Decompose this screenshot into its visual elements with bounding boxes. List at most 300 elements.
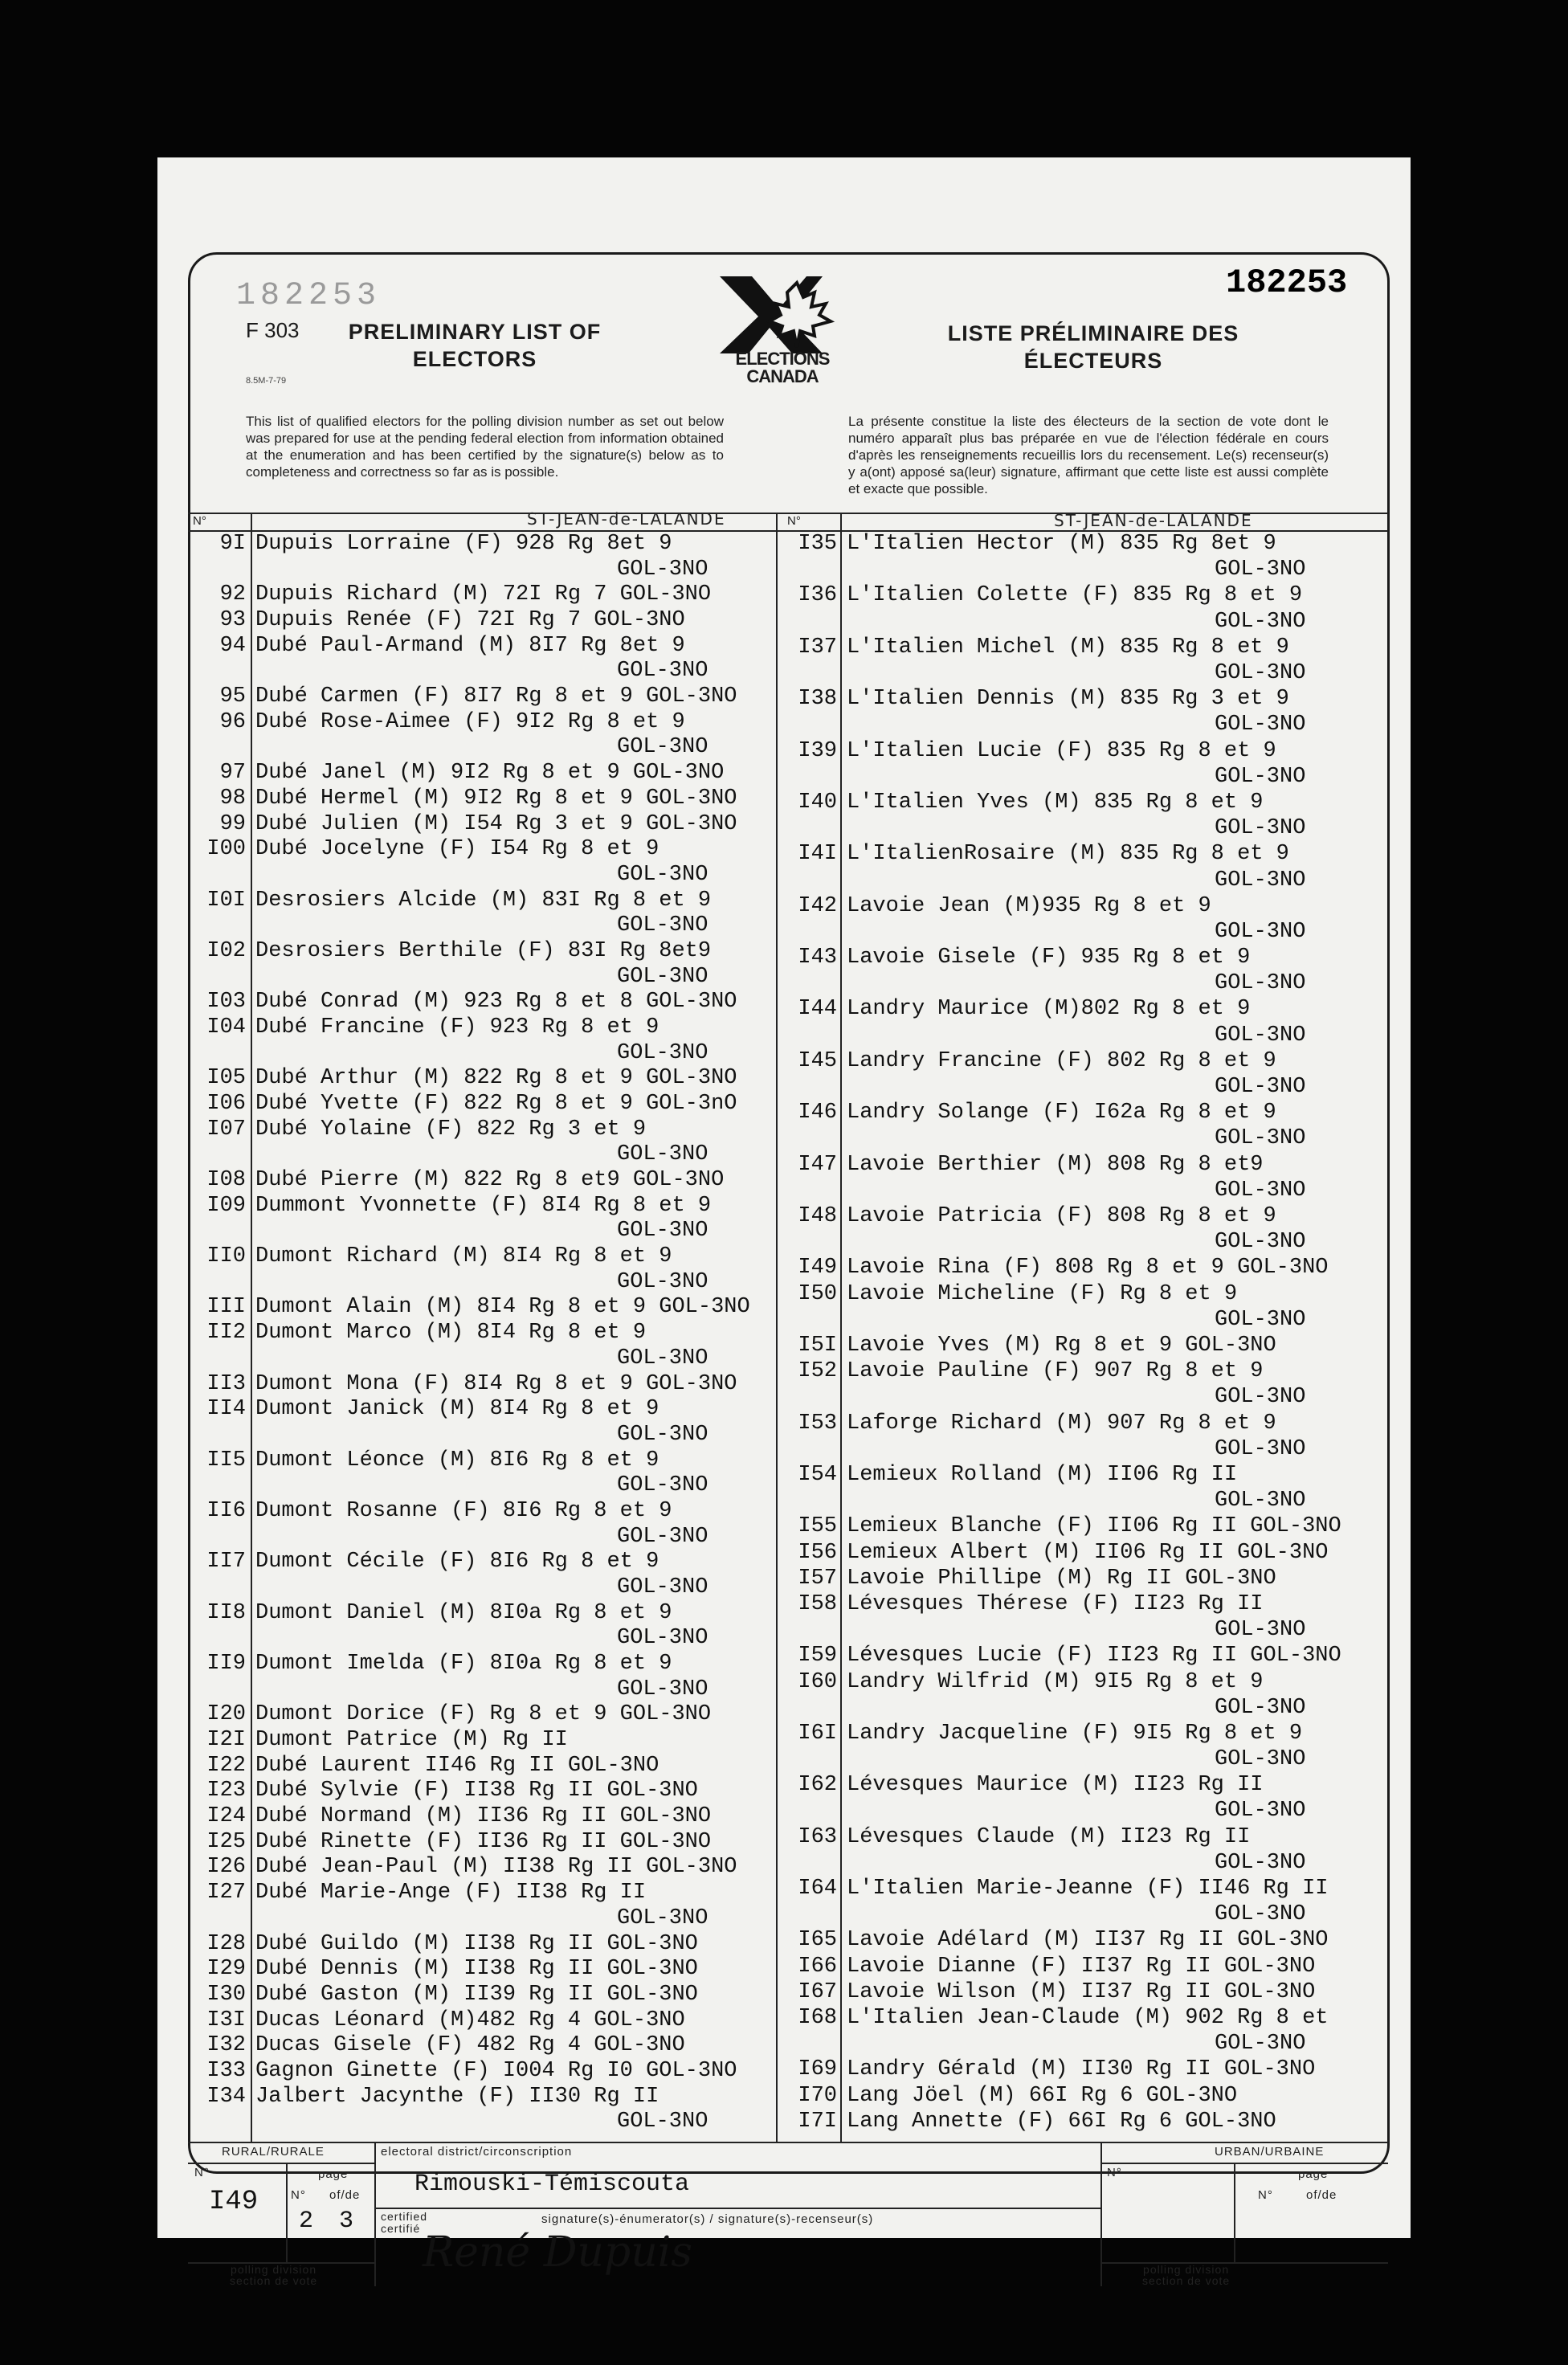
elector-row xyxy=(773,1153,1263,1177)
elector-postal-code: GOL-3NO xyxy=(617,1422,708,1447)
elector-row xyxy=(182,1881,646,1905)
elector-row xyxy=(773,1954,1315,1979)
elector-postal-code: GOL-3NO xyxy=(1215,1230,1306,1255)
elector-details: Lemieux Blanche (F) II06 Rg II GOL-3NO xyxy=(847,1514,1341,1539)
elector-details: Lang Jöel (M) 66I Rg 6 GOL-3NO xyxy=(847,2083,1238,2108)
elector-details: Landry Jacqueline (F) 9I5 Rg 8 et 9 xyxy=(847,1721,1303,1746)
elector-postal-code: GOL-3NO xyxy=(1215,558,1306,582)
elector-row xyxy=(182,1244,672,1268)
elector-row xyxy=(773,790,1263,815)
elector-row xyxy=(182,1830,711,1854)
elector-number: I37 xyxy=(798,635,837,660)
elector-details: Lavoie Yves (M) Rg 8 et 9 GOL-3NO xyxy=(847,1334,1276,1358)
elector-number: I55 xyxy=(798,1514,837,1539)
elector-details: Dubé Marie-Ange (F) II38 Rg II xyxy=(255,1881,647,1905)
elector-number: I53 xyxy=(798,1411,837,1436)
elector-row xyxy=(773,1877,1329,1901)
elector-number: I24 xyxy=(206,1804,246,1829)
elections-canada-logo xyxy=(702,270,863,390)
elector-row xyxy=(773,1204,1276,1228)
elector-number: I46 xyxy=(798,1101,837,1125)
elector-details: Desrosiers Berthile (F) 83I Rg 8et9 xyxy=(255,938,712,963)
elector-row xyxy=(773,2084,1237,2108)
elector-details: Gagnon Ginette (F) I004 Rg I0 GOL-3NO xyxy=(255,2058,737,2083)
elector-details: Dubé Dennis (M) II38 Rg II GOL-3NO xyxy=(255,1957,698,1982)
elector-details: Dupuis Richard (M) 72I Rg 7 GOL-3NO xyxy=(255,582,712,607)
elector-row xyxy=(773,1463,1237,1487)
elector-row xyxy=(773,1773,1263,1797)
elector-row xyxy=(182,684,737,709)
elector-number: I3I xyxy=(206,2008,246,2032)
elector-number: I50 xyxy=(798,1281,837,1306)
elector-postal-code: GOL-3NO xyxy=(1215,816,1306,841)
elector-details: Dubé Laurent II46 Rg II GOL-3NO xyxy=(255,1753,659,1778)
elector-row xyxy=(773,1101,1276,1125)
elector-postal-code: GOL-3NO xyxy=(1215,1618,1306,1643)
elector-row xyxy=(182,1397,659,1421)
elector-number: I64 xyxy=(798,1877,837,1901)
page-of-label: of/de xyxy=(329,2188,361,2202)
elector-number: I69 xyxy=(798,2057,837,2082)
elector-row xyxy=(182,2008,685,2032)
elector-postal-code: GOL-3NO xyxy=(617,1473,708,1498)
elector-number: I34 xyxy=(206,2084,246,2109)
elector-number: I45 xyxy=(798,1048,837,1073)
elector-postal-code: GOL-3NO xyxy=(617,1677,708,1701)
elector-row xyxy=(182,812,737,836)
elector-number: I27 xyxy=(206,1881,246,1905)
elector-postal-code: GOL-3NO xyxy=(617,1524,708,1549)
elector-number: 99 xyxy=(219,811,246,836)
elector-details: L'Italien Hector (M) 835 Rg 8et 9 xyxy=(847,532,1276,556)
elector-row xyxy=(182,1754,659,1778)
elector-number: I33 xyxy=(206,2058,246,2083)
elector-details: Lemieux Albert (M) II06 Rg II GOL-3NO xyxy=(847,1540,1329,1565)
elector-details: Dubé Guildo (M) II38 Rg II GOL-3NO xyxy=(255,1931,698,1956)
elector-row xyxy=(182,837,659,861)
elector-number: 92 xyxy=(219,582,246,607)
elector-details: Dubé Normand (M) II36 Rg II GOL-3NO xyxy=(255,1804,712,1829)
elector-number: III xyxy=(206,1295,246,1320)
elector-details: Dupuis Lorraine (F) 928 Rg 8et 9 xyxy=(255,532,672,556)
elector-row xyxy=(182,1550,659,1574)
elector-number: I26 xyxy=(206,1855,246,1880)
elector-row xyxy=(182,1168,724,1192)
elector-row xyxy=(182,1499,672,1523)
elector-number: II7 xyxy=(206,1550,246,1575)
elector-details: Dubé Jocelyne (F) I54 Rg 8 et 9 xyxy=(255,837,659,862)
elector-row xyxy=(182,1372,737,1396)
elector-number: I6I xyxy=(798,1721,837,1746)
elector-row xyxy=(773,739,1276,763)
elector-number: II5 xyxy=(206,1448,246,1473)
elector-row xyxy=(773,1980,1315,2004)
elector-details: Lévesques Claude (M) II23 Rg II xyxy=(847,1824,1251,1849)
elector-details: Lemieux Rolland (M) II06 Rg II xyxy=(847,1462,1238,1487)
elector-number: I28 xyxy=(206,1931,246,1956)
urban-label: URBAN/URBAINE xyxy=(1215,2145,1325,2159)
elector-row xyxy=(773,1644,1341,1668)
elector-postal-code: GOL-3NO xyxy=(617,1346,708,1370)
elector-number: I66 xyxy=(798,1954,837,1979)
elector-number: II3 xyxy=(206,1371,246,1396)
elector-number: I62 xyxy=(798,1773,837,1798)
elector-row xyxy=(182,1066,737,1090)
page-no-label: N° xyxy=(291,2188,306,2202)
elector-row xyxy=(773,842,1289,866)
elector-row xyxy=(773,1359,1263,1383)
elector-details: L'ItalienRosaire (M) 835 Rg 8 et 9 xyxy=(847,842,1289,867)
elector-number: I0I xyxy=(206,888,246,913)
elector-number: I05 xyxy=(206,1066,246,1091)
elector-postal-code: GOL-3NO xyxy=(617,659,708,684)
elector-details: Dubé Yolaine (F) 822 Rg 3 et 9 xyxy=(255,1117,647,1142)
elector-row xyxy=(773,1722,1302,1746)
urban-polling-division-label: polling division section de vote xyxy=(1142,2263,1231,2287)
enumerator-signature: René Dupuis xyxy=(423,2228,692,2277)
page-total: 3 xyxy=(339,2208,354,2235)
elector-details: Landry Francine (F) 802 Rg 8 et 9 xyxy=(847,1048,1276,1073)
elector-postal-code: GOL-3NO xyxy=(1215,1385,1306,1410)
elector-row xyxy=(182,710,685,734)
elector-postal-code: GOL-3NO xyxy=(1215,1489,1306,1513)
elector-postal-code: GOL-3NO xyxy=(617,1905,708,1930)
elector-row xyxy=(182,1194,711,1218)
elector-details: Dubé Julien (M) I54 Rg 3 et 9 GOL-3NO xyxy=(255,811,737,836)
elector-row xyxy=(773,687,1289,711)
elector-postal-code: GOL-3NO xyxy=(617,1219,708,1244)
district-rule xyxy=(374,2208,1100,2209)
elector-row xyxy=(182,1702,711,1726)
elector-details: L'Italien Dennis (M) 835 Rg 3 et 9 xyxy=(847,687,1289,712)
elector-details: Dubé Yvette (F) 822 Rg 8 et 9 GOL-3nO xyxy=(255,1092,737,1117)
elector-number: I07 xyxy=(206,1117,246,1142)
elector-details: Dumont Daniel (M) 8I0a Rg 8 et 9 xyxy=(255,1600,672,1625)
electors-list-sheet xyxy=(157,157,1411,2287)
elector-details: Lavoie Berthier (M) 808 Rg 8 et9 xyxy=(847,1152,1264,1177)
page-number: 2 xyxy=(299,2208,314,2235)
elector-postal-code: GOL-3NO xyxy=(617,964,708,989)
elector-number: I25 xyxy=(206,1829,246,1854)
elector-number: I29 xyxy=(206,1957,246,1982)
rural-page-divider xyxy=(286,2163,288,2262)
elector-details: Dumont Imelda (F) 8I0a Rg 8 et 9 xyxy=(255,1652,672,1677)
urban-page-divider xyxy=(1234,2163,1235,2262)
form-code: 8.5M-7-79 xyxy=(246,376,287,386)
elector-number: I52 xyxy=(798,1359,837,1384)
elector-postal-code: GOL-3NO xyxy=(617,557,708,582)
elector-details: L'Italien Marie-Jeanne (F) II46 Rg II xyxy=(847,1877,1329,1901)
elector-row xyxy=(773,2006,1329,2030)
elector-postal-code: GOL-3NO xyxy=(617,913,708,938)
elector-details: Lang Annette (F) 66I Rg 6 GOL-3NO xyxy=(847,2109,1276,2134)
elector-details: Dumont Mona (F) 8I4 Rg 8 et 9 GOL-3NO xyxy=(255,1371,737,1396)
elector-details: Dubé Rinette (F) II36 Rg II GOL-3NO xyxy=(255,1829,712,1854)
title-english: PRELIMINARY LIST OF ELECTORS xyxy=(348,320,602,371)
elector-number: II2 xyxy=(206,1321,246,1346)
elector-row xyxy=(773,1592,1263,1616)
elector-row xyxy=(773,946,1250,970)
elector-details: Lavoie Adélard (M) II37 Rg II GOL-3NO xyxy=(847,1928,1329,1953)
elector-details: Lavoie Patricia (F) 808 Rg 8 et 9 xyxy=(847,1204,1276,1229)
elector-row xyxy=(773,2057,1315,2081)
elector-postal-code: GOL-3NO xyxy=(617,1575,708,1599)
elector-row xyxy=(773,1049,1276,1073)
elector-details: Lévesques Maurice (M) II23 Rg II xyxy=(847,1773,1264,1798)
elector-details: Dubé Pierre (M) 822 Rg 8 et9 GOL-3NO xyxy=(255,1168,725,1193)
elector-number: I36 xyxy=(798,583,837,608)
elector-row xyxy=(182,608,685,632)
number-header-left: N° xyxy=(193,514,206,528)
elector-number: II4 xyxy=(206,1397,246,1422)
elector-number: 98 xyxy=(219,786,246,811)
elector-row xyxy=(773,635,1289,660)
elector-number: I06 xyxy=(206,1092,246,1117)
elector-row xyxy=(773,997,1250,1021)
elector-number: II9 xyxy=(206,1652,246,1677)
elector-details: Dubé Carmen (F) 8I7 Rg 8 et 9 GOL-3NO xyxy=(255,684,737,709)
elector-postal-code: GOL-3NO xyxy=(1215,660,1306,685)
elector-row xyxy=(773,1566,1276,1591)
elector-row xyxy=(773,1825,1250,1849)
ghost-serial: 182253 xyxy=(236,278,382,314)
elector-details: L'Italien Colette (F) 835 Rg 8 et 9 xyxy=(847,583,1303,608)
elector-postal-code: GOL-3NO xyxy=(1215,1126,1306,1151)
elector-row xyxy=(182,1957,698,1981)
elector-number: 95 xyxy=(219,684,246,709)
elector-row xyxy=(182,1321,646,1345)
elector-details: Lavoie Jean (M)935 Rg 8 et 9 xyxy=(847,893,1211,918)
elector-row xyxy=(773,1928,1329,1952)
elector-number: I49 xyxy=(798,1256,837,1281)
elector-details: Dubé Hermel (M) 9I2 Rg 8 et 9 GOL-3NO xyxy=(255,786,737,811)
elector-details: Lavoie Wilson (M) II37 Rg II GOL-3NO xyxy=(847,1979,1316,2004)
elector-row xyxy=(773,1256,1329,1280)
elector-details: Dubé Paul-Armand (M) 8I7 Rg 8et 9 xyxy=(255,633,685,658)
elector-row xyxy=(182,888,711,913)
elector-details: Desrosiers Alcide (M) 83I Rg 8 et 9 xyxy=(255,888,712,913)
rural-header-rule xyxy=(188,2163,374,2164)
elector-number: I60 xyxy=(798,1669,837,1694)
urban-header-rule xyxy=(1100,2163,1388,2164)
elector-row xyxy=(182,990,737,1014)
intro-french: La présente constitue la liste des électeurs de la section de vote dont le numéro apparaît plus bas préparée en vue de l'élection fédérale en cours d'après les renseignements recueillis lors du recensement. Le(s) recenseur(s) y a(ont) apposé sa(leur) signature, affirmant que cette liste est aussi complète et exacte que possible. xyxy=(848,414,1329,496)
urban-page-label: page xyxy=(1298,2167,1329,2181)
elector-row xyxy=(773,583,1302,607)
elector-postal-code: GOL-3NO xyxy=(1215,1902,1306,1927)
elector-details: Dumont Léonce (M) 8I6 Rg 8 et 9 xyxy=(255,1448,659,1473)
elector-details: Dummont Yvonnette (F) 8I4 Rg 8 et 9 xyxy=(255,1193,712,1218)
elector-number: I08 xyxy=(206,1168,246,1193)
elector-details: Lavoie Gisele (F) 935 Rg 8 et 9 xyxy=(847,946,1251,970)
elector-number: I54 xyxy=(798,1462,837,1487)
elector-row xyxy=(773,1670,1263,1694)
elector-row xyxy=(182,2059,737,2083)
elector-row xyxy=(773,1541,1329,1565)
elector-details: Lavoie Phillipe (M) Rg II GOL-3NO xyxy=(847,1566,1276,1591)
elector-postal-code: GOL-3NO xyxy=(617,735,708,760)
elector-details: Lévesques Thérese (F) II23 Rg II xyxy=(847,1591,1264,1616)
elector-row xyxy=(182,1779,698,1803)
elector-row xyxy=(182,2033,685,2057)
elector-number: I56 xyxy=(798,1540,837,1565)
elector-details: Ducas Léonard (M)482 Rg 4 GOL-3NO xyxy=(255,2008,685,2032)
footer-top-rule xyxy=(188,2142,1388,2143)
elector-number: I23 xyxy=(206,1779,246,1803)
elector-details: Dumont Cécile (F) 8I6 Rg 8 et 9 xyxy=(255,1550,659,1575)
elector-details: Lavoie Rina (F) 808 Rg 8 et 9 GOL-3NO xyxy=(847,1256,1329,1281)
elector-row xyxy=(182,1728,568,1752)
elector-number: I02 xyxy=(206,938,246,963)
elector-row xyxy=(182,1117,646,1142)
elector-details: Landry Maurice (M)802 Rg 8 et 9 xyxy=(847,997,1251,1022)
elector-postal-code: GOL-3NO xyxy=(617,1142,708,1167)
district-value: Rimouski-Témiscouta xyxy=(414,2171,690,2198)
elector-postal-code: GOL-3NO xyxy=(1215,1436,1306,1461)
elector-details: Dubé Sylvie (F) II38 Rg II GOL-3NO xyxy=(255,1779,698,1803)
elector-number: II6 xyxy=(206,1498,246,1523)
elector-number: I44 xyxy=(798,997,837,1022)
urban-page-of-label: of/de xyxy=(1306,2188,1337,2202)
elector-number: I32 xyxy=(206,2033,246,2058)
elector-number: I48 xyxy=(798,1204,837,1229)
elector-row xyxy=(182,1932,698,1956)
urban-page-no-label: N° xyxy=(1258,2188,1273,2202)
elector-details: Ducas Gisele (F) 482 Rg 4 GOL-3NO xyxy=(255,2033,685,2058)
elector-number: I4I xyxy=(798,842,837,867)
elector-details: Landry Wilfrid (M) 9I5 Rg 8 et 9 xyxy=(847,1669,1264,1694)
elector-details: Dumont Richard (M) 8I4 Rg 8 et 9 xyxy=(255,1244,672,1269)
elector-postal-code: GOL-3NO xyxy=(1215,1695,1306,1720)
elector-details: Dubé Conrad (M) 923 Rg 8 et 8 GOL-3NO xyxy=(255,990,737,1015)
elector-number: I57 xyxy=(798,1566,837,1591)
elector-number: I38 xyxy=(798,687,837,712)
elector-details: Dumont Rosanne (F) 8I6 Rg 8 et 9 xyxy=(255,1498,672,1523)
elector-number: II8 xyxy=(206,1600,246,1625)
elector-details: Landry Gérald (M) II30 Rg II GOL-3NO xyxy=(847,2057,1316,2082)
locality-left: ST-JEAN-de-LALANDE xyxy=(527,509,726,529)
elector-details: Dumont Patrice (M) Rg II xyxy=(255,1728,568,1753)
elector-row xyxy=(182,1983,698,2007)
elector-postal-code: GOL-3NO xyxy=(1215,1178,1306,1203)
elector-number: I22 xyxy=(206,1753,246,1778)
urban-no-label: N° xyxy=(1107,2166,1122,2179)
footer-rule-rural xyxy=(374,2142,376,2286)
elector-row xyxy=(182,939,711,963)
district-label: electoral district/circonscription xyxy=(381,2145,573,2159)
polling-division-label: polling division section de vote xyxy=(230,2263,318,2287)
elector-details: Dubé Gaston (M) II39 Rg II GOL-3NO xyxy=(255,1982,698,2007)
elector-row xyxy=(773,1282,1237,1306)
elector-postal-code: GOL-3NO xyxy=(1215,1307,1306,1332)
rural-label: RURAL/RURALE xyxy=(222,2145,325,2159)
elector-row xyxy=(182,1295,750,1319)
elector-postal-code: GOL-3NO xyxy=(1215,1799,1306,1824)
elector-row xyxy=(182,786,737,811)
elector-row xyxy=(182,634,685,658)
elector-number: 93 xyxy=(219,608,246,633)
elector-details: Dubé Rose-Aimee (F) 9I2 Rg 8 et 9 xyxy=(255,709,685,734)
elector-postal-code: GOL-3NO xyxy=(1215,764,1306,789)
elector-details: Lévesques Lucie (F) II23 Rg II GOL-3NO xyxy=(847,1644,1341,1669)
elector-postal-code: GOL-3NO xyxy=(1215,609,1306,634)
elector-number: I47 xyxy=(798,1152,837,1177)
elector-row xyxy=(182,1092,737,1116)
elector-postal-code: GOL-3NO xyxy=(1215,1747,1306,1772)
elector-details: Laforge Richard (M) 907 Rg 8 et 9 xyxy=(847,1411,1276,1436)
elector-number: 97 xyxy=(219,761,246,786)
elector-row xyxy=(773,2110,1276,2134)
elector-postal-code: GOL-3NO xyxy=(617,2110,708,2134)
elector-row xyxy=(182,1652,672,1676)
elector-postal-code: GOL-3NO xyxy=(1215,1850,1306,1875)
number-header-right: N° xyxy=(787,514,801,528)
elector-details: L'Italien Jean-Claude (M) 902 Rg 8 et xyxy=(847,2006,1329,2031)
elector-postal-code: GOL-3NO xyxy=(1215,2032,1306,2057)
page-label: page xyxy=(318,2167,349,2181)
elector-details: Dubé Francine (F) 923 Rg 8 et 9 xyxy=(255,1015,659,1040)
elector-details: Dumont Marco (M) 8I4 Rg 8 et 9 xyxy=(255,1321,647,1346)
elector-number: I40 xyxy=(798,790,837,815)
polling-division-number: I49 xyxy=(209,2187,259,2217)
elector-row xyxy=(182,1804,711,1828)
elector-number: I59 xyxy=(798,1644,837,1669)
maple-leaf-x-icon xyxy=(702,270,863,358)
elector-number: I7I xyxy=(798,2109,837,2134)
serial-number: 182253 xyxy=(1226,263,1348,302)
elector-row xyxy=(182,761,724,785)
elector-postal-code: GOL-3NO xyxy=(617,1269,708,1294)
elector-number: I00 xyxy=(206,837,246,862)
elector-details: Dubé Arthur (M) 822 Rg 8 et 9 GOL-3NO xyxy=(255,1066,737,1091)
elector-row xyxy=(773,1411,1276,1436)
signature-label: signature(s)-énumerator(s) / signature(s)-recenseur(s) xyxy=(541,2212,874,2226)
elector-details: L'Italien Lucie (F) 835 Rg 8 et 9 xyxy=(847,738,1276,763)
elector-details: L'Italien Michel (M) 835 Rg 8 et 9 xyxy=(847,635,1289,660)
elector-row xyxy=(182,2085,659,2109)
elector-number: I58 xyxy=(798,1591,837,1616)
elector-details: Dubé Jean-Paul (M) II38 Rg II GOL-3NO xyxy=(255,1855,737,1880)
title-french: LISTE PRÉLIMINAIRE DES ÉLECTEURS xyxy=(947,321,1239,373)
certified-label: certified certifié xyxy=(381,2210,428,2235)
elector-number: I03 xyxy=(206,990,246,1015)
elector-row xyxy=(773,1334,1276,1358)
elector-postal-code: GOL-3NO xyxy=(617,862,708,887)
elector-details: Dupuis Renée (F) 72I Rg 7 GOL-3NO xyxy=(255,608,685,633)
elector-number: I04 xyxy=(206,1015,246,1040)
rural-no-label: N° xyxy=(194,2166,210,2179)
elector-number: I63 xyxy=(798,1824,837,1849)
locality-right: ST-JEAN-de-LALANDE xyxy=(1054,511,1253,530)
elector-details: Dumont Janick (M) 8I4 Rg 8 et 9 xyxy=(255,1397,659,1422)
elector-number: I70 xyxy=(798,2083,837,2108)
elector-details: Lavoie Pauline (F) 907 Rg 8 et 9 xyxy=(847,1359,1264,1384)
elector-row xyxy=(182,582,711,607)
elector-number: I39 xyxy=(798,738,837,763)
form-number: F 303 xyxy=(246,318,300,342)
elector-number: I5I xyxy=(798,1334,837,1358)
elector-number: 9I xyxy=(219,532,246,556)
elector-number: I09 xyxy=(206,1193,246,1218)
elector-details: Landry Solange (F) I62a Rg 8 et 9 xyxy=(847,1101,1276,1125)
elector-number: I42 xyxy=(798,893,837,918)
intro-english: This list of qualified electors for the polling division number as set out below was prepared for use at the pending federal election from information obtained at the enumeration and has been certified by the signature(s) below as to completeness and correctness so far as is possible. xyxy=(246,414,724,480)
elector-postal-code: GOL-3NO xyxy=(1215,713,1306,737)
elector-number: I2I xyxy=(206,1728,246,1753)
elector-number: I20 xyxy=(206,1702,246,1727)
elector-row xyxy=(182,1601,672,1625)
elector-number: I43 xyxy=(798,946,837,970)
